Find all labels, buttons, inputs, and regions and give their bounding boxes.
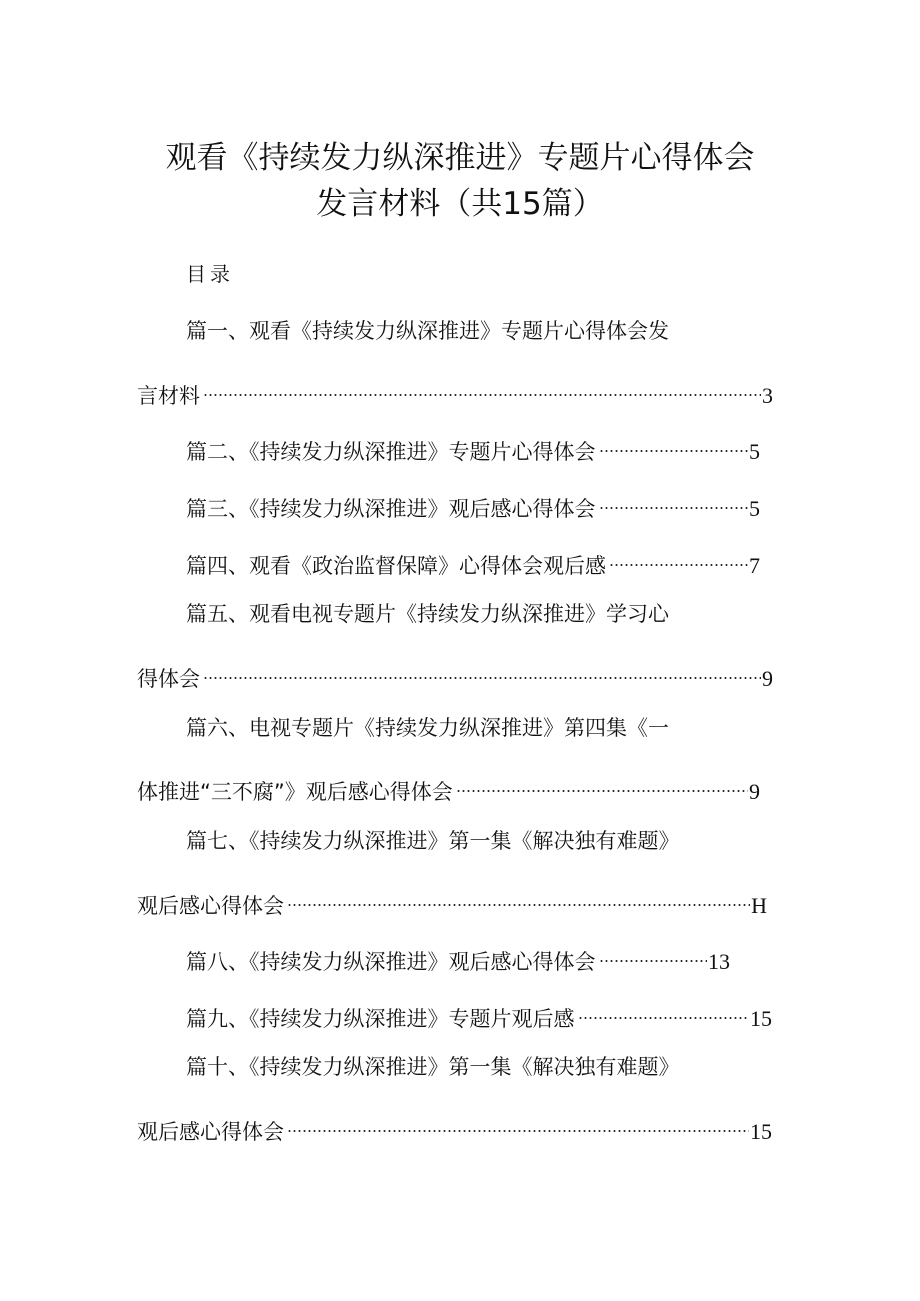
toc-entry-3[interactable] xyxy=(186,486,760,521)
toc-entry-6-cont-text: 体推进“三不腐”》观后感心得体会 xyxy=(137,780,453,804)
toc-entry-3-page: 5 xyxy=(749,496,760,521)
toc-entry-7-page: H xyxy=(751,893,767,918)
toc-entry-6[interactable] xyxy=(186,713,669,743)
toc-entry-1-cont-text: 言材料 xyxy=(137,384,200,408)
toc-entry-1[interactable] xyxy=(186,316,669,346)
toc-entry-8[interactable] xyxy=(186,939,730,974)
toc-entry-7[interactable] xyxy=(186,826,680,856)
toc-leader-dots xyxy=(578,996,750,1026)
toc-entry-3-text: 篇三、《持续发力纵深推进》观后感心得体会 xyxy=(186,497,596,521)
toc-entry-8-page: 13 xyxy=(708,949,730,974)
document-title-line-1: 观看《持续发力纵深推进》专题片心得体会 xyxy=(165,140,755,176)
toc-entry-7-continuation[interactable] xyxy=(137,883,767,918)
toc-entry-4[interactable] xyxy=(186,543,760,578)
toc-leader-dots xyxy=(599,486,749,516)
toc-entry-5[interactable] xyxy=(186,599,669,629)
toc-entry-9[interactable] xyxy=(186,996,772,1031)
toc-entry-5-cont-text: 得体会 xyxy=(137,667,200,691)
toc-entry-10-page: 15 xyxy=(750,1119,772,1144)
toc-entry-9-page: 15 xyxy=(750,1006,772,1031)
toc-entry-6-page: 9 xyxy=(749,779,760,804)
toc-entry-4-text: 篇四、观看《政治监督保障》心得体会观后感 xyxy=(186,554,606,578)
toc-entry-10[interactable] xyxy=(186,1052,680,1082)
toc-heading: 目录 xyxy=(186,262,234,286)
toc-entry-10-text: 篇十、《持续发力纵深推进》第一集《解决独有难题》 xyxy=(186,1055,680,1079)
toc-entry-5-text: 篇五、观看电视专题片《持续发力纵深推进》学习心 xyxy=(186,602,669,626)
toc-entry-2[interactable] xyxy=(186,429,760,464)
toc-entry-1-continuation[interactable] xyxy=(137,373,773,408)
toc-entry-7-text: 篇七、《持续发力纵深推进》第一集《解决独有难题》 xyxy=(186,829,680,853)
toc-entry-5-continuation[interactable] xyxy=(137,656,773,691)
toc-leader-dots xyxy=(609,543,748,573)
toc-entry-9-text: 篇九、《持续发力纵深推进》专题片观后感 xyxy=(186,1007,575,1031)
toc-entry-1-text: 篇一、观看《持续发力纵深推进》专题片心得体会发 xyxy=(186,319,669,343)
toc-leader-dots xyxy=(599,939,708,969)
toc-entry-10-continuation[interactable] xyxy=(137,1109,772,1144)
toc-entry-2-page: 5 xyxy=(749,439,760,464)
toc-leader-dots xyxy=(287,883,750,913)
toc-entry-4-page: 7 xyxy=(749,553,760,578)
toc-entry-6-text: 篇六、电视专题片《持续发力纵深推进》第四集《一 xyxy=(186,716,669,740)
toc-leader-dots xyxy=(203,373,761,403)
toc-leader-dots xyxy=(599,429,749,459)
toc-entry-2-text: 篇二、《持续发力纵深推进》专题片心得体会 xyxy=(186,440,596,464)
toc-leader-dots xyxy=(203,656,761,686)
toc-entry-10-cont-text: 观后感心得体会 xyxy=(137,1120,284,1144)
toc-entry-1-page: 3 xyxy=(762,383,773,408)
toc-entry-8-text: 篇八、《持续发力纵深推进》观后感心得体会 xyxy=(186,950,596,974)
toc-entry-7-cont-text: 观后感心得体会 xyxy=(137,894,284,918)
document-title-line-2: 发言材料（共15篇） xyxy=(316,186,604,222)
toc-leader-dots xyxy=(456,769,748,799)
toc-entry-6-continuation[interactable] xyxy=(137,769,760,804)
toc-entry-5-page: 9 xyxy=(762,666,773,691)
toc-leader-dots xyxy=(287,1109,749,1139)
